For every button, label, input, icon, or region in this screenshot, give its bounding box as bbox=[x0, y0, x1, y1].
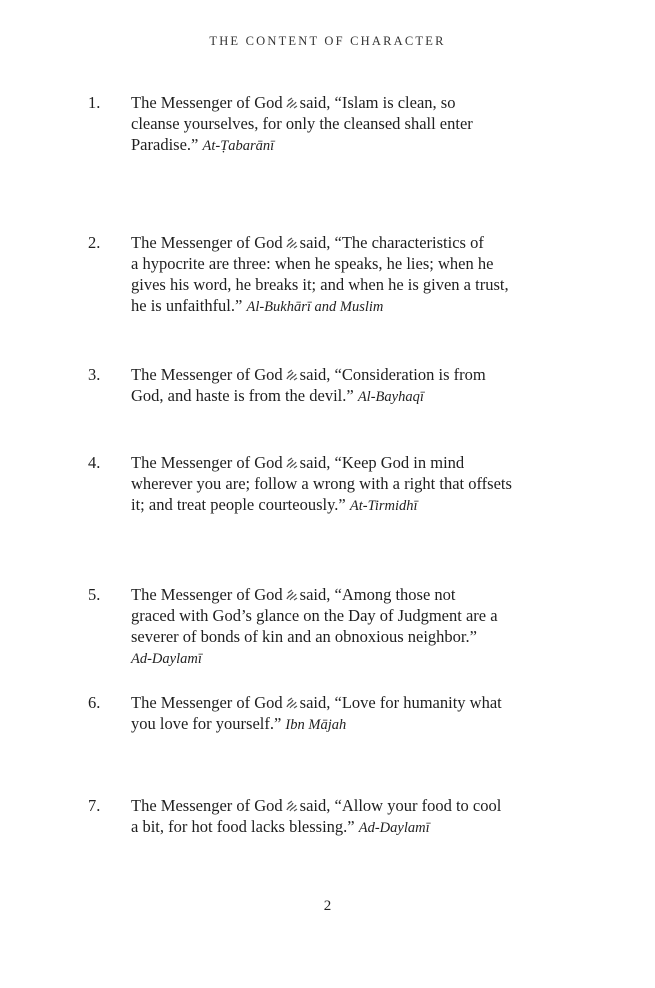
entry-text: you love for yourself.” bbox=[131, 714, 282, 733]
hadith-entry bbox=[88, 364, 608, 408]
hadith-entry bbox=[88, 232, 608, 318]
entry-text: severer of bonds of kin and an obnoxious neighbor.” bbox=[131, 627, 477, 646]
entry-text: a bit, for hot food lacks blessing.” bbox=[131, 817, 355, 836]
entry-text: The Messenger of God bbox=[131, 693, 283, 712]
page-number: 2 bbox=[323, 898, 332, 914]
entry-number: 5. bbox=[88, 585, 101, 604]
entry-number: 3. bbox=[88, 365, 101, 384]
entry-text: The Messenger of God bbox=[131, 585, 283, 604]
salawat-calligraphy-icon bbox=[285, 453, 298, 466]
entry-text: said, “Love for humanity what bbox=[299, 693, 502, 712]
entry-line bbox=[131, 692, 608, 713]
hadith-entry bbox=[88, 92, 608, 157]
entry-number: 4. bbox=[88, 453, 101, 472]
entry-line bbox=[131, 626, 608, 647]
entry-text: it; and treat people courteously.” bbox=[131, 495, 346, 514]
hadith-source: Ibn Mājah bbox=[285, 717, 347, 733]
entry-line bbox=[131, 274, 608, 295]
entry-text: said, “Among those not bbox=[299, 585, 456, 604]
entry-line bbox=[131, 385, 608, 408]
hadith-entry bbox=[88, 584, 608, 670]
entry-line bbox=[131, 713, 608, 736]
entry-text: a hypocrite are three: when he speaks, he lies; when he bbox=[131, 254, 494, 273]
entry-line bbox=[131, 452, 608, 473]
entry-text: Paradise.” bbox=[131, 135, 199, 154]
entry-line bbox=[131, 816, 608, 839]
entry-number: 1. bbox=[88, 93, 101, 112]
hadith-source: Ad-Daylamī bbox=[131, 651, 202, 667]
hadith-entry bbox=[88, 795, 608, 839]
entry-line bbox=[131, 113, 608, 134]
entry-text: cleanse yourselves, for only the cleansed shall enter bbox=[131, 114, 473, 133]
entry-line bbox=[131, 494, 608, 517]
entry-text: said, “Consideration is from bbox=[299, 365, 486, 384]
entry-line bbox=[131, 295, 608, 318]
entry-line bbox=[131, 605, 608, 626]
hadith-entry bbox=[88, 452, 608, 517]
entry-line bbox=[131, 364, 608, 385]
hadith-source: Ad-Daylamī bbox=[358, 820, 430, 836]
entry-text: wherever you are; follow a wrong with a right that offsets bbox=[131, 474, 512, 493]
entry-line bbox=[131, 795, 608, 816]
entry-text: The Messenger of God bbox=[131, 93, 283, 112]
entry-text: God, and haste is from the devil.” bbox=[131, 386, 354, 405]
entry-line bbox=[131, 647, 608, 670]
entry-number: 7. bbox=[88, 796, 101, 815]
entry-line bbox=[131, 584, 608, 605]
salawat-calligraphy-icon bbox=[285, 93, 298, 106]
hadith-source: Al-Bukhārī and Muslim bbox=[246, 299, 384, 315]
entry-line bbox=[131, 134, 608, 157]
entry-line bbox=[131, 473, 608, 494]
entry-text: said, “Keep God in mind bbox=[299, 453, 465, 472]
running-header: THE CONTENT OF CHARACTER bbox=[209, 34, 446, 48]
entry-text: he is unfaithful.” bbox=[131, 296, 243, 315]
entry-text: gives his word, he breaks it; and when he is given a trust, bbox=[131, 275, 509, 294]
entry-line bbox=[131, 253, 608, 274]
entry-text: The Messenger of God bbox=[131, 796, 283, 815]
entry-line bbox=[131, 232, 608, 253]
entry-number: 6. bbox=[88, 693, 101, 712]
salawat-calligraphy-icon bbox=[285, 796, 298, 809]
entry-text: said, “The characteristics of bbox=[299, 233, 484, 252]
entry-text: The Messenger of God bbox=[131, 365, 283, 384]
entry-number: 2. bbox=[88, 233, 101, 252]
salawat-calligraphy-icon bbox=[285, 233, 298, 246]
hadith-source: Al-Bayhaqī bbox=[357, 389, 424, 405]
salawat-calligraphy-icon bbox=[285, 693, 298, 706]
entry-text: graced with God’s glance on the Day of Judgment are a bbox=[131, 606, 498, 625]
entry-line bbox=[131, 92, 608, 113]
entry-text: The Messenger of God bbox=[131, 233, 283, 252]
entry-text: said, “Allow your food to cool bbox=[299, 796, 502, 815]
salawat-calligraphy-icon bbox=[285, 365, 298, 378]
entry-text: said, “Islam is clean, so bbox=[299, 93, 456, 112]
hadith-source: At-Ṭabarānī bbox=[202, 138, 275, 154]
hadith-source: At-Tirmidhī bbox=[349, 498, 418, 514]
entry-text: The Messenger of God bbox=[131, 453, 283, 472]
salawat-calligraphy-icon bbox=[285, 585, 298, 598]
hadith-entry bbox=[88, 692, 608, 736]
